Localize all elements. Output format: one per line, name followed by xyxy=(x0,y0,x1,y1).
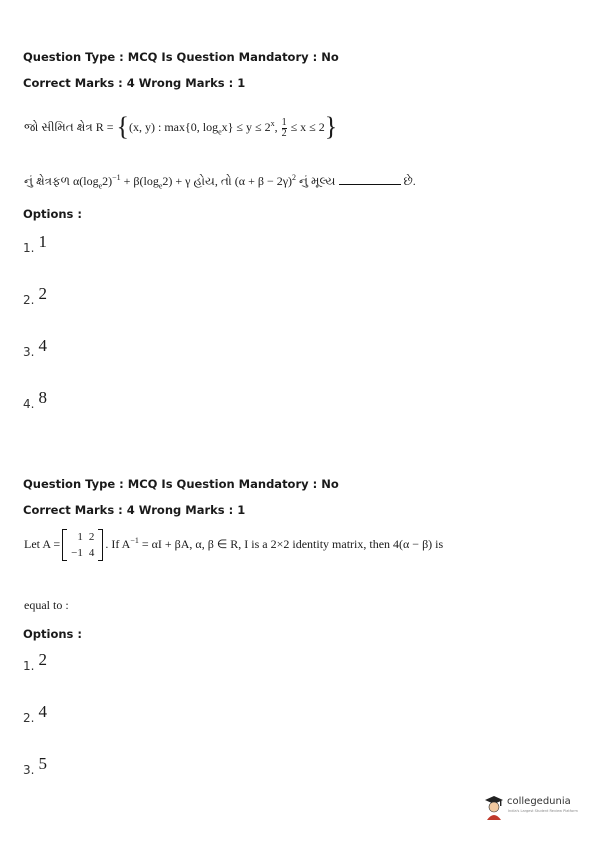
matrix-cell: −1 xyxy=(71,547,83,559)
collegedunia-logo xyxy=(483,794,588,824)
option-number: 1. xyxy=(23,659,35,673)
q1-brace-open: { xyxy=(116,112,129,141)
logo-tagline: India's Largest Student Review Platform xyxy=(508,809,578,813)
q1-l2-sup1: −1 xyxy=(112,173,121,182)
option-number: 2. xyxy=(23,711,35,725)
q2-text-b: = αI + βA, α, β ∈ R, I is a 2×2 identity matrix, then 4(α − β) is xyxy=(138,536,444,551)
logo-name: collegedunia xyxy=(507,796,571,807)
q2-meta-type: Question Type : MCQ Is Question Mandatory : No xyxy=(23,477,339,491)
q2-options-label: Options : xyxy=(23,627,82,641)
q1-set-b: x} ≤ y ≤ 2 xyxy=(221,120,271,134)
option-value: 1 xyxy=(38,232,47,251)
q2-text-a: . If A xyxy=(105,536,131,551)
q2-meta-marks: Correct Marks : 4 Wrong Marks : 1 xyxy=(23,503,246,517)
q1-set-a: (x, y) : max{0, log xyxy=(129,120,219,134)
q2-option-2[interactable] xyxy=(23,702,47,727)
q1-question-line1: જો સીમિત ક્ષેત્ર R = {(x, y) : max{0, $\log_ex\} \le y \le 2^x$, $\frac{1}{2}$ ≤ x ≤ 2} xyxy=(24,112,338,141)
q1-l2-end: છે. xyxy=(403,174,416,188)
q2-option-1[interactable] xyxy=(23,650,47,675)
option-number: 3. xyxy=(23,345,35,359)
q1-sup-x: x xyxy=(270,119,275,128)
q2-option-3[interactable] xyxy=(23,754,47,779)
q1-meta-type: Question Type : MCQ Is Question Mandatory : No xyxy=(23,50,339,64)
q1-sub-e: e xyxy=(218,127,222,137)
q2-matrix xyxy=(62,529,103,561)
matrix-cell: 4 xyxy=(88,547,95,559)
q1-l2-d: 2) + γ હોય, તો (α + β − 2γ) xyxy=(162,174,293,188)
q1-l2-sub1: e xyxy=(98,181,103,191)
option-number: 1. xyxy=(23,241,35,255)
option-value: 5 xyxy=(38,754,47,773)
q1-question-line2 xyxy=(24,173,416,190)
q1-options-label: Options : xyxy=(23,207,82,221)
q2-question-line1 xyxy=(24,529,443,561)
q1-l2-sup2: 2 xyxy=(292,173,297,182)
q2-question-line2: equal to : xyxy=(24,598,69,612)
q1-l2-b: 2) xyxy=(102,174,113,188)
q1-option-1[interactable] xyxy=(23,232,47,257)
q1-option-3[interactable] xyxy=(23,336,47,361)
option-number: 2. xyxy=(23,293,35,307)
graduate-mascot-icon xyxy=(483,794,505,820)
q1-l2-e: નું મૂલ્ય xyxy=(296,174,336,188)
option-value: 4 xyxy=(38,336,47,355)
option-value: 2 xyxy=(38,284,47,303)
q1-l2-a: નું ક્ષેત્રફળ α(log xyxy=(24,174,99,188)
q1-l2-c: + β(log xyxy=(120,174,159,188)
q2-let: Let A = xyxy=(24,536,61,551)
q1-l2-sub2: e xyxy=(158,181,163,191)
q1-meta-marks: Correct Marks : 4 Wrong Marks : 1 xyxy=(23,76,246,90)
q1-fraction xyxy=(282,118,287,139)
option-value: 4 xyxy=(38,702,47,721)
q1-line1-prefix: જો સીમિત ક્ષેત્ર R = xyxy=(24,120,117,134)
option-number: 3. xyxy=(23,763,35,777)
q1-answer-blank xyxy=(339,184,401,185)
q1-option-4[interactable] xyxy=(23,388,47,413)
option-value: 2 xyxy=(38,650,47,669)
q2-sup-a: −1 xyxy=(130,535,139,545)
matrix-cell: 1 xyxy=(77,531,83,543)
option-value: 8 xyxy=(38,388,47,407)
q1-option-2[interactable] xyxy=(23,284,47,309)
q1-set-c: ≤ x ≤ 2 xyxy=(287,120,325,134)
q1-frac-den: 2 xyxy=(281,127,287,139)
matrix-cell: 2 xyxy=(88,531,95,543)
q1-brace-close: } xyxy=(324,112,338,141)
option-number: 4. xyxy=(23,397,35,411)
q1-frac-num: 1 xyxy=(281,116,287,128)
